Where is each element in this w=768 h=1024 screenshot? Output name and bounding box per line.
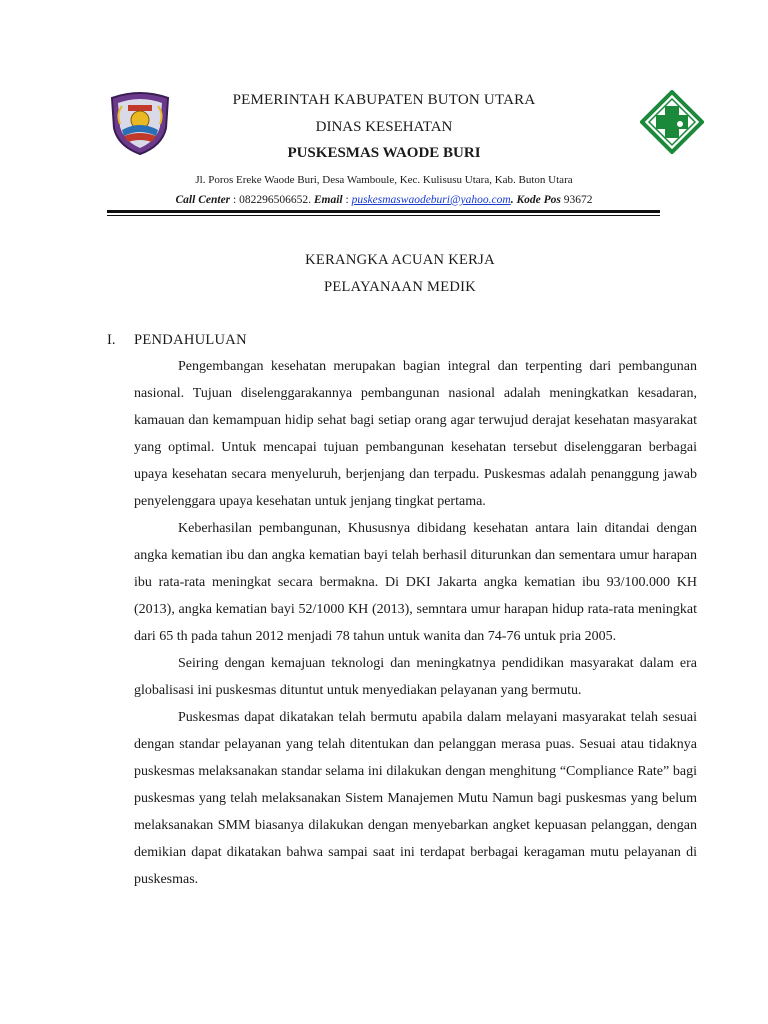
letterhead — [0, 0, 768, 220]
email-link[interactable]: puskesmaswaodeburi@yahoo.com — [351, 194, 511, 206]
call-center-label: Call Center — [175, 194, 231, 206]
email-separator: : — [342, 194, 352, 206]
postal-code-label: . Kode Pos — [510, 194, 561, 206]
header-divider-thin — [107, 215, 660, 216]
gov-name: PEMERINTAH KABUPATEN BUTON UTARA — [232, 92, 536, 108]
paragraph: Puskesmas dapat dikatakan telah bermutu apabila dalam melayani masyarakat telah sesuai dengan standar pelayanan yang telah ditentukan dan pelanggan merasa puas. Sesuai atau tidaknya puskesmas melaksanakan standar selama ini dilakukan dengan menghitung “Compliance Rate” bagi puskesmas yang telah melaksanakan Sistem Manajemen Mutu Namun bagi puskesmas yang belum melaksanakan SMM biasanya dilakukan dengan menyebarkan angket kepuasan pelanggan, dengan demikian dapat dikatakan bahwa sampai saat ini terdapat berbagai keragaman mutu pelayanan di puskesmas. — [134, 710, 697, 887]
health-cross-icon — [640, 90, 704, 154]
section-body — [134, 353, 697, 893]
email-label: Email — [313, 194, 343, 206]
call-center-value: : 082296506652. — [230, 194, 314, 206]
header-divider-thick — [107, 210, 660, 213]
paragraph: Keberhasilan pembangunan, Khususnya dibidang kesehatan antara lain ditandai dengan angka kematian ibu dan angka kematian bayi telah berhasil diturunkan dan sementara umur harapan ibu rata-rata meningkat secara bermakna. Di DKI Jakarta angka kematian ibu 93/100.000 KH (2013), angka kematian bayi 52/1000 KH (2013), semntara umur harapan hidup rata-rata meningkat dari 65 th pada tahun 2012 menjadi 78 tahun untuk wanita dan 74-76 untuk pria 2005. — [134, 521, 697, 644]
department-name: DINAS KESEHATAN — [315, 119, 453, 135]
clinic-address: Jl. Poros Ereke Waode Buri, Desa Wamboule, Kec. Kulisusu Utara, Kab. Buton Utara — [195, 174, 573, 186]
contact-line — [0, 194, 768, 206]
section-title: PENDAHULUAN — [134, 332, 247, 348]
document-subtitle: PELAYANAAN MEDIK — [323, 279, 477, 295]
paragraph: Pengembangan kesehatan merupakan bagian integral dan terpenting dari pembangunan nasional. Tujuan diselenggarakannya pembangunan nasional adalah meningkatkan kesadaran, kamauan dan kemampuan hidip sehat bagi setiap orang agar terwujud derajat kesehatan masyarakat yang optimal. Untuk mencapai tujuan pembangunan kesehatan tersebut diselenggaran berbagai upaya kesehatan secara menyeluruh, berjenjang dan terpadu. Puskesmas adalah penanggung jawab penyelenggara upaya kesehatan untuk jenjang tingkat pertama. — [134, 359, 697, 509]
clinic-name: PUSKESMAS WAODE BURI — [287, 145, 481, 161]
section-number: I. — [107, 332, 116, 348]
postal-code-value: 93672 — [560, 194, 593, 206]
paragraph: Seiring dengan kemajuan teknologi dan meningkatnya pendidikan masyarakat dalam era globalisasi ini puskesmas dituntut untuk menyediakan pelayanan yang bermutu. — [134, 656, 697, 698]
document-title: KERANGKA ACUAN KERJA — [305, 252, 495, 268]
